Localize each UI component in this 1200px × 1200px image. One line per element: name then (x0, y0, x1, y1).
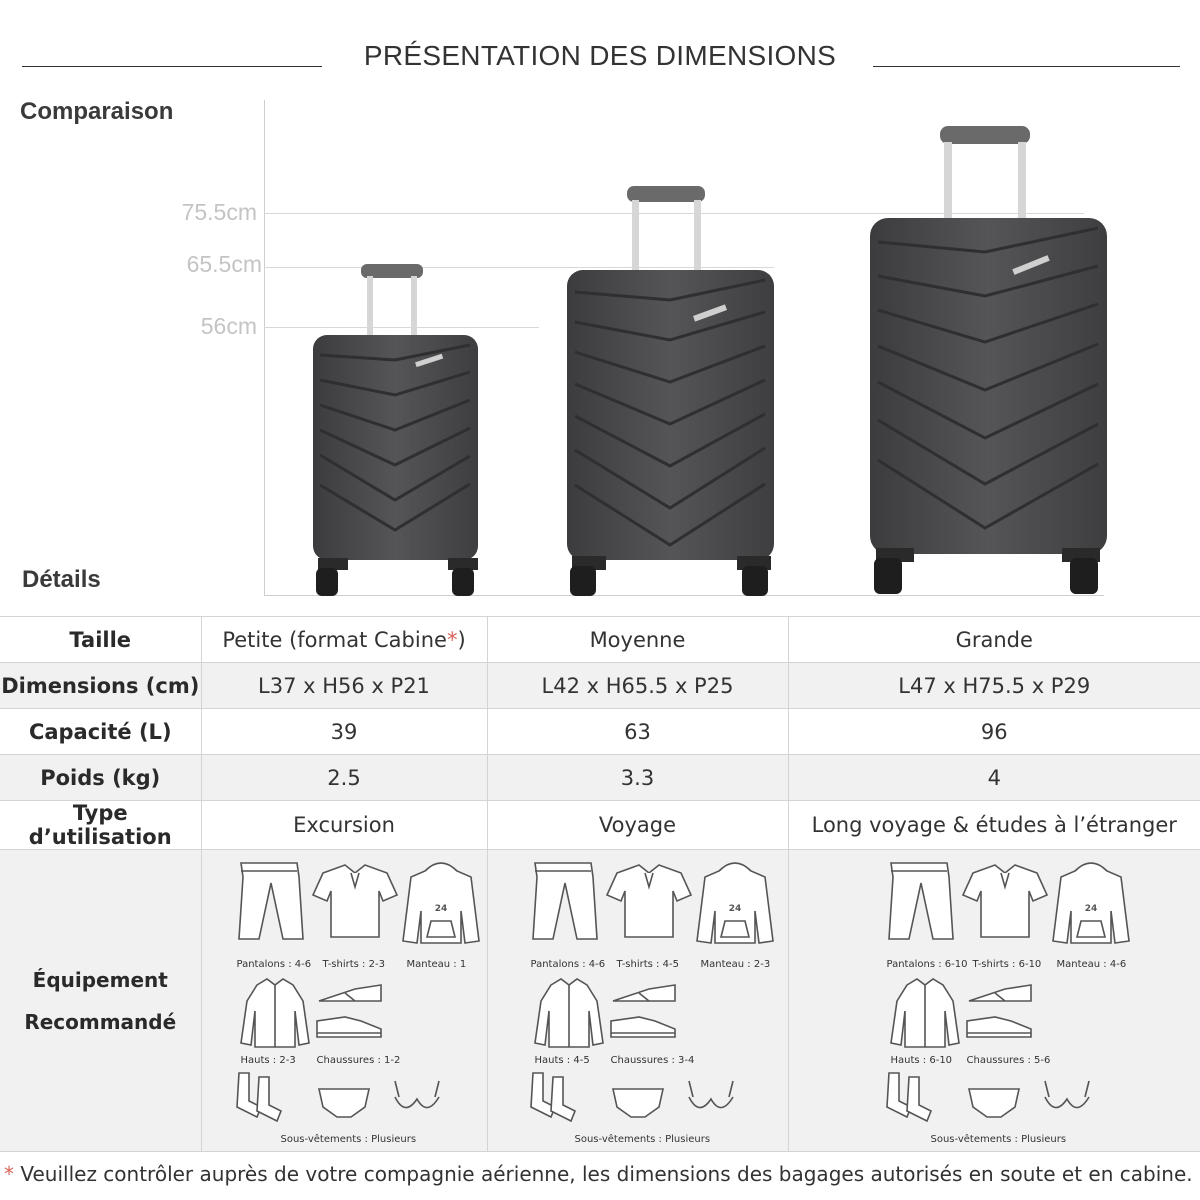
header-small-label: Petite (format Cabine (222, 627, 447, 652)
table-header-row (0, 617, 1200, 663)
caption-underwear: Sous-vêtements : Plusieurs (930, 1133, 1067, 1145)
row-label-weight: Poids (kg) (0, 755, 201, 801)
caption-coat: Manteau : 1 (406, 958, 467, 970)
cell-dimensions-medium: L42 x H65.5 x P25 (487, 663, 788, 709)
specs-table (0, 616, 1200, 1152)
sneaker-icon (967, 1017, 1031, 1037)
pants-icon (889, 863, 953, 939)
equipment-cell-large (788, 850, 1200, 1152)
table-row (0, 801, 1200, 850)
socks-icon (531, 1073, 575, 1121)
table-row (0, 663, 1200, 709)
socks-icon (237, 1073, 281, 1121)
caption-tops: Hauts : 6-10 (890, 1054, 953, 1066)
caption-shoes: Chaussures : 3-4 (610, 1054, 695, 1066)
cell-weight-large: 4 (788, 755, 1200, 801)
cell-weight-small: 2.5 (201, 755, 487, 801)
pants-icon (239, 863, 303, 939)
sneaker-icon (317, 1017, 381, 1037)
equipment-cell-small (201, 850, 487, 1152)
suitcase-medium (567, 186, 774, 596)
caption-tshirts: T-shirts : 6-10 (972, 958, 1042, 970)
sneaker-icon (611, 1017, 675, 1037)
caption-coat: Manteau : 2-3 (700, 958, 771, 970)
underwear-icon (613, 1089, 663, 1117)
equipment-label-line2: Recommandé (24, 1009, 177, 1034)
equipment-cell-medium (487, 850, 788, 1152)
tshirt-icon (313, 865, 397, 937)
equipment-panel (488, 851, 788, 1151)
equipment-icons (789, 851, 1200, 1151)
tshirt-icon (607, 865, 691, 937)
equipment-panel (789, 851, 1200, 1151)
suitcase-large (870, 126, 1107, 594)
bra-icon (1045, 1081, 1089, 1108)
header-size: Taille (0, 617, 201, 663)
table-row (0, 755, 1200, 801)
cell-dimensions-small: L37 x H56 x P21 (201, 663, 487, 709)
shirt-icon (241, 979, 309, 1047)
caption-pants: Pantalons : 4-6 (530, 958, 606, 970)
header-medium: Moyenne (487, 617, 788, 663)
table-row-equipment (0, 850, 1200, 1152)
footer-text: Veuillez contrôler auprès de votre compagnie aérienne, les dimensions des bagages autorisés en soute et en cabine. (14, 1162, 1193, 1186)
section-comparison-label: Comparaison (20, 98, 174, 125)
caption-tops: Hauts : 4-5 (534, 1054, 590, 1066)
caption-pants: Pantalons : 6-10 (886, 958, 968, 970)
equipment-icons (202, 851, 488, 1151)
row-label-dimensions: Dimensions (cm) (0, 663, 201, 709)
hoodie-icon (1053, 863, 1129, 943)
cell-capacity-large: 96 (788, 709, 1200, 755)
shoe-formal-icon (613, 985, 675, 1001)
dim-label-small: 56cm (200, 313, 257, 339)
hoodie-icon (403, 863, 479, 943)
caption-underwear: Sous-vêtements : Plusieurs (280, 1133, 417, 1145)
shirt-icon (891, 979, 959, 1047)
header-large: Grande (788, 617, 1200, 663)
footer-note (4, 1162, 1193, 1186)
footer-asterisk: * (4, 1162, 14, 1186)
caption-tops: Hauts : 2-3 (240, 1054, 296, 1066)
underwear-icon (319, 1089, 369, 1117)
row-label-usage: Type d’utilisation (0, 801, 201, 850)
equipment-panel (202, 851, 487, 1151)
table-row (0, 709, 1200, 755)
cabin-asterisk: * (446, 627, 458, 652)
bra-icon (395, 1081, 439, 1108)
dim-label-large: 75.5cm (181, 199, 257, 225)
cell-usage-large: Long voyage & études à l’étranger (788, 801, 1200, 850)
shoe-formal-icon (969, 985, 1031, 1001)
row-label-equipment (0, 850, 201, 1152)
bra-icon (689, 1081, 733, 1108)
caption-tshirts: T-shirts : 2-3 (322, 958, 385, 970)
caption-shoes: Chaussures : 5-6 (966, 1054, 1051, 1066)
hoodie-number: 24 (1084, 903, 1097, 914)
shoe-formal-icon (319, 985, 381, 1001)
caption-shoes: Chaussures : 1-2 (316, 1054, 401, 1066)
hoodie-icon (697, 863, 773, 943)
header-small (201, 617, 487, 663)
cell-capacity-medium: 63 (487, 709, 788, 755)
suitcase-small (313, 264, 478, 596)
hoodie-number: 24 (728, 903, 741, 914)
page-title: PRÉSENTATION DES DIMENSIONS (363, 40, 837, 71)
section-details-label: Détails (22, 566, 101, 593)
header-small-close: ) (457, 627, 466, 652)
socks-icon (887, 1073, 931, 1121)
cell-usage-small: Excursion (201, 801, 487, 850)
tshirt-icon (963, 865, 1047, 937)
caption-pants: Pantalons : 4-6 (236, 958, 312, 970)
hoodie-number: 24 (434, 903, 447, 914)
cell-capacity-small: 39 (201, 709, 487, 755)
dim-label-medium: 65.5cm (186, 251, 262, 277)
caption-tshirts: T-shirts : 4-5 (616, 958, 679, 970)
equipment-label-line1: Équipement (32, 967, 168, 992)
pants-icon (533, 863, 597, 939)
cell-dimensions-large: L47 x H75.5 x P29 (788, 663, 1200, 709)
cell-usage-medium: Voyage (487, 801, 788, 850)
shirt-icon (535, 979, 603, 1047)
caption-coat: Manteau : 4-6 (1056, 958, 1127, 970)
cell-weight-medium: 3.3 (487, 755, 788, 801)
caption-underwear: Sous-vêtements : Plusieurs (574, 1133, 711, 1145)
row-label-capacity: Capacité (L) (0, 709, 201, 755)
underwear-icon (969, 1089, 1019, 1117)
equipment-icons (488, 851, 789, 1151)
